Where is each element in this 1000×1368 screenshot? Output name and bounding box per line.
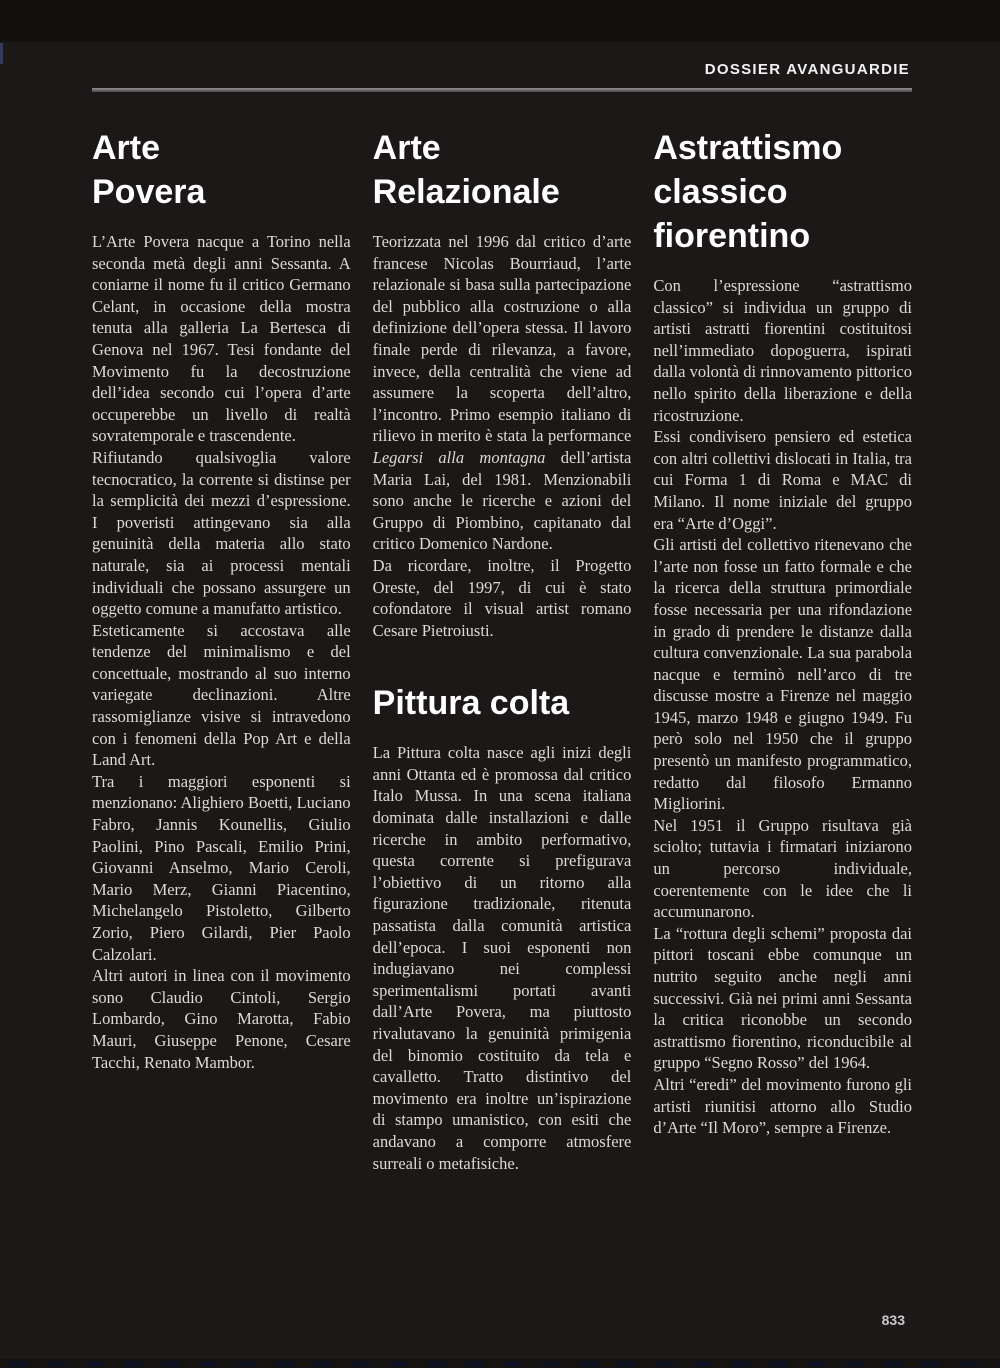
article-title-arte-relazionale — [373, 126, 632, 214]
paragraph: La Pittura colta nasce agli inizi degli anni Ottanta ed è promossa dal critico Italo Mussa. In una scena italiana dominata dalle installazioni e dalle ricerche in ambito performativo, questa corrente si prefigurava l’obiettivo di un ritorno alla figurazione tradizionale, ritenuta passatista dalla comunità artistica dell’epoca. I suoi esponenti non indugiavano nei complessi sperimentalismi portati avanti dall’Arte Povera, ma piuttosto rivalutavano la genuinità primigenia del binomio costituito da tela e cavalletto. Tratto distintivo del movimento era inoltre un’ispirazione di stampo umanistico, con esiti che andavano a comporre atmosfere surreali o metafisiche. — [372, 743, 632, 1173]
page-number: 833 — [881, 1312, 905, 1328]
title-line: classico — [653, 173, 788, 211]
left-edge-mark — [0, 43, 3, 64]
article-title-astrattismo — [653, 126, 912, 258]
title-line: Povera — [92, 173, 206, 211]
title-line: Arte — [92, 129, 161, 167]
paragraph-text: dell’artista Maria Lai, del 1981. Menzionabili sono anche le ricerche e azioni del Gruppo di Piombino, capitanato dal critico Domenico Nardone. — [372, 447, 632, 554]
paragraph: Esteticamente si accostava alle tendenze del minimalismo e del concettuale, mostrando al suo interno variegate declinazioni. Altre rassomiglianze visive si intravedono con i fenomeni della Pop Art e della Land Art. — [92, 620, 351, 770]
paragraph — [373, 231, 632, 555]
paragraph: Tra i maggiori esponenti si menzionano: Alighiero Boetti, Luciano Fabro, Jannis Kounellis, Giulio Paolini, Pino Pascali, Emilio Prini, Giovanni Anselmo, Mario Ceroli, Mario Merz, Gianni Piacentino, Michelangelo Pistoletto, Gilberto Zorio, Piero Gilardi, Pier Paolo Calzolari. — [92, 771, 351, 964]
article-title-arte-povera — [92, 126, 351, 214]
article-arte-povera — [92, 126, 351, 1073]
paragraph: Altri “eredi” del movimento furono gli artisti riunitisi attorno allo Studio d’Arte “Il Moro”, sempre a Firenze. — [653, 1074, 913, 1138]
paragraph: Gli artisti del collettivo ritenevano che l’arte non fosse un fatto formale e che la ricerca della struttura primordiale fosse necessaria per una rifondazione in grado di prendere le distanze dalla cultura convenzionale. La sua parabola nacque e terminò nell’arco di tre discusse mostre a Firenze nel maggio 1945, marzo 1948 e giugno 1949. Fu però solo nel 1950 che il gruppo presentò un manifesto programmatico, redatto dal filosofo Ermanno Migliorini. — [653, 535, 913, 814]
paragraph: Rifiutando qualsivoglia valore tecnocratico, la corrente si distinse per la semplicità dei mezzi d’espressione. I poveristi attingevano sia alla genuinità della materia allo stato naturale, sia ai processi mentali individuali che possano assurgere un oggetto comune a manufatto artistico. — [92, 447, 351, 619]
page-content — [92, 0, 912, 1368]
article-title-pittura-colta — [373, 681, 632, 725]
columns — [92, 126, 912, 1174]
title-line: Astrattismo — [653, 129, 843, 167]
article-astrattismo — [653, 126, 912, 1139]
paragraph: Essi condivisero pensiero ed estetica con altri collettivi dislocati in Italia, tra cui Forma 1 di Roma e MAC di Milano. Il nome iniziale del gruppo era “Arte d’Oggi”. — [653, 427, 913, 533]
header-rule — [92, 88, 912, 92]
paragraph: Altri autori in linea con il movimento sono Claudio Cintoli, Sergio Lombardo, Gino Marotta, Fabio Mauri, Giuseppe Penone, Cesare Tacchi, Renato Mambor. — [92, 966, 351, 1072]
italic-work-title: Legarsi alla montagna — [372, 447, 546, 467]
title-line: Pittura colta — [372, 684, 570, 723]
dossier-label: DOSSIER AVANGUARDIE — [704, 61, 910, 78]
title-line: fiorentino — [653, 217, 811, 255]
paragraph-text: Teorizzata nel 1996 dal critico d’arte francese Nicolas Bourriaud, l’arte relazionale si basa sulla partecipazione del pubblico alla costruzione o alla definizione dell’opera stessa. Il lavoro finale perde di rilevanza, a favore, invece, della centralità che viene ad assumere la scoperta dell’altro, l’incontro. Primo esempio italiano di rilievo in merito è stata la performance — [372, 232, 632, 446]
paragraph: Nel 1951 il Gruppo risultava già sciolto; tuttavia i firmatari iniziarono un percorso individuale, coerentemente con le idee che li accumunarono. — [653, 815, 913, 922]
paragraph: L’Arte Povera nacque a Torino nella seconda metà degli anni Sessanta. A coniarne il nome fu il critico Germano Celant, in occasione della mostra tenuta alla galleria La Bertesca di Genova nel 1967. Tesi fondante del Movimento fu la decostruzione dell’idea secondo cui l’opera d’arte occuperebbe un livello di realtà sovratemporale e trascendente. — [92, 232, 351, 446]
article-pittura-colta — [373, 681, 632, 1174]
bottom-perforation — [0, 1359, 1000, 1368]
title-line: Relazionale — [372, 173, 560, 211]
column-2 — [373, 126, 632, 1174]
title-line: Arte — [372, 129, 441, 167]
paragraph: Da ricordare, inoltre, il Progetto Oreste, del 1997, di cui è stato cofondatore il visual artist romano Cesare Pietroiusti. — [372, 555, 632, 640]
paragraph: Con l’espressione “astrattismo classico” si individua un gruppo di artisti astratti fiorentini costituitosi nell’immediato dopoguerra, ispirati dalla volontà di rinnovamento pittorico nello spirito della liberazione e della ricostruzione. — [653, 276, 913, 425]
column-3 — [653, 126, 912, 1174]
paragraph: La “rottura degli schemi” proposta dai pittori toscani ebbe comunque un nutrito seguito anche negli anni successivi. Già nei primi anni Sessanta la critica riconobbe un secondo astrattismo fiorentino, riconducibile al gruppo “Segno Rosso” del 1964. — [653, 923, 913, 1073]
column-1 — [92, 126, 351, 1174]
article-arte-relazionale — [373, 126, 632, 641]
